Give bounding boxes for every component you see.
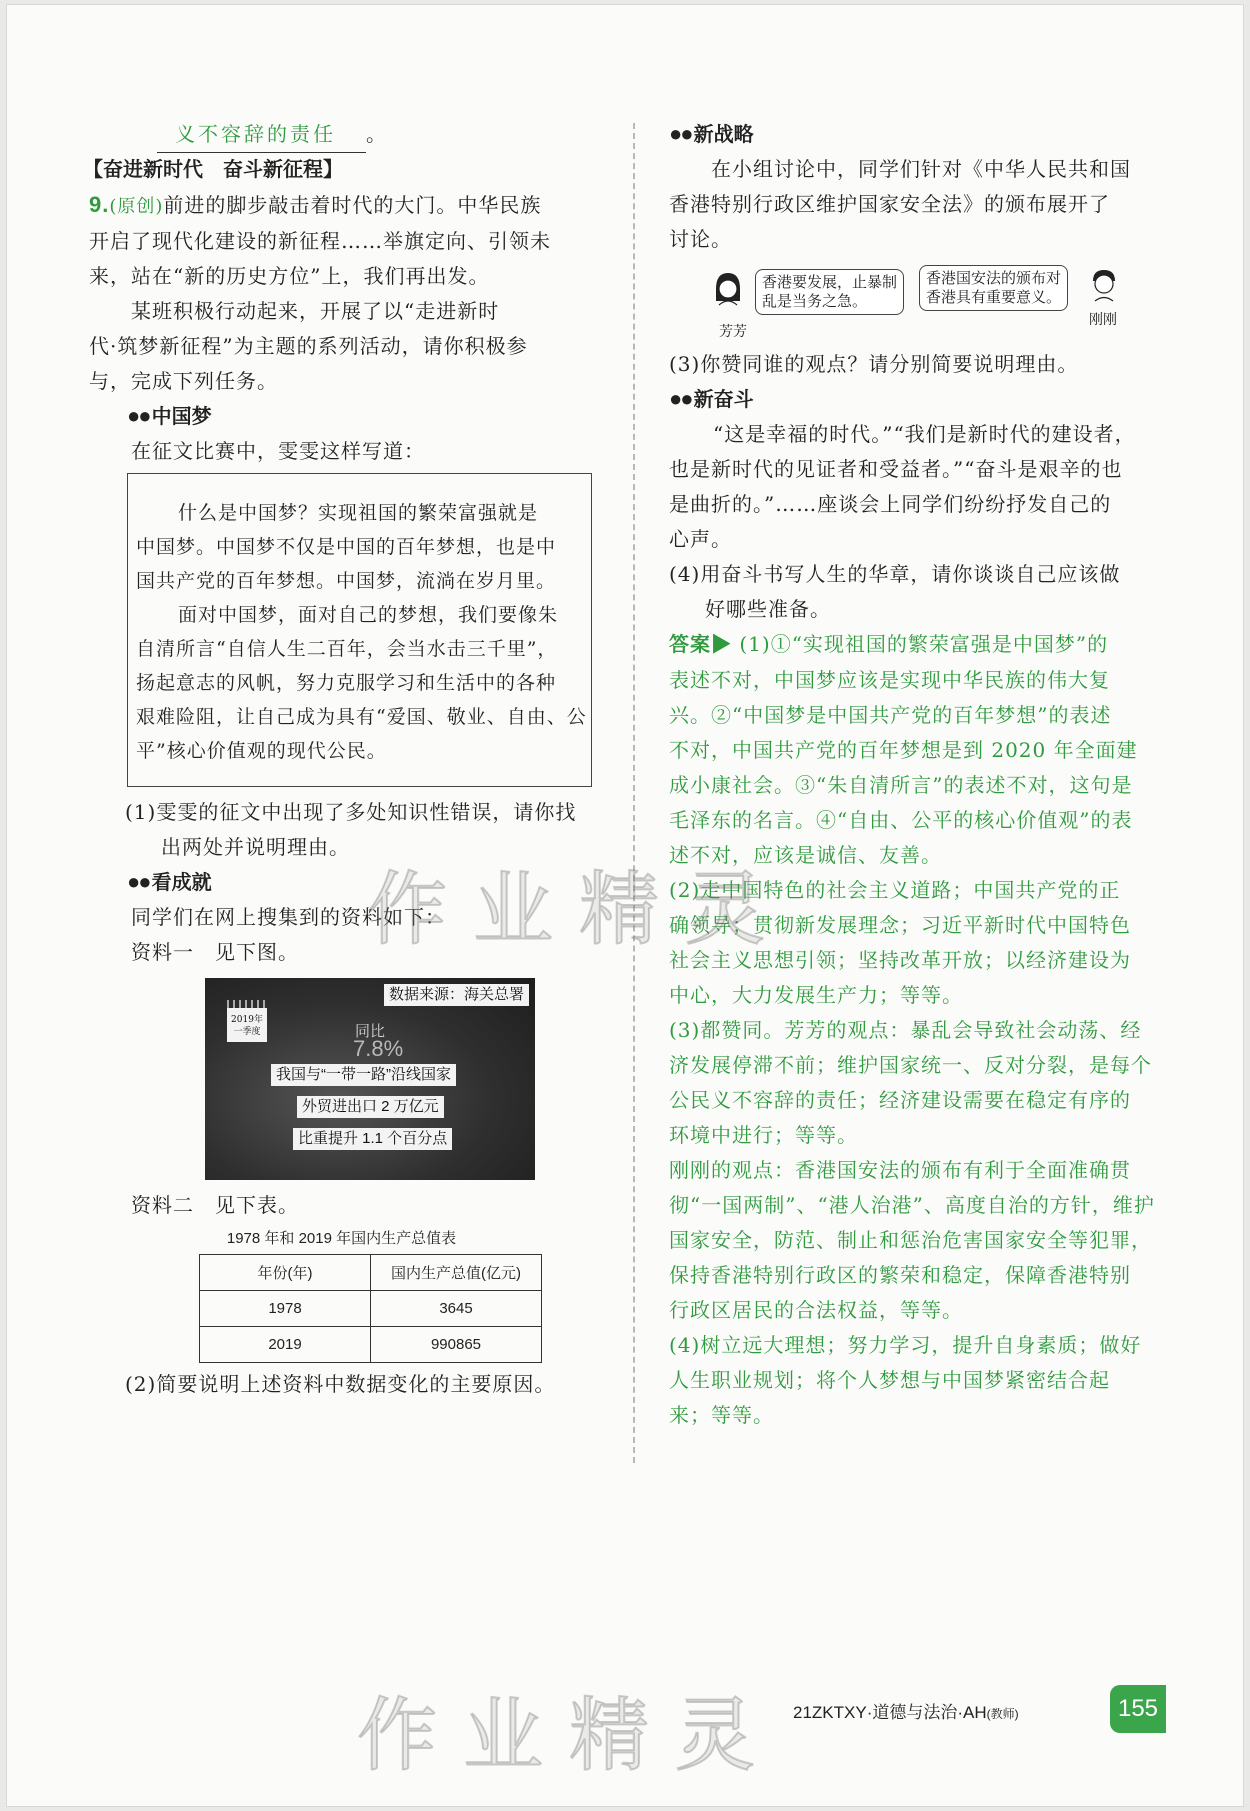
answer-line: (4)树立远大理想；努力学习，提升自身素质；做好 [669,1333,1142,1357]
strategy-line: 在小组讨论中，同学们针对《中华人民共和国 [711,157,1131,181]
subsection-strategy: ●● 新战略 [669,121,754,146]
essay-line: 自清所言“自信人生二百年，会当水击三千里”， [136,638,558,660]
photo-caption-3: 比重提升 1.1 个百分点 [293,1128,452,1150]
answer-line: 中心，大力发展生产力；等等。 [669,983,963,1007]
table-cell: 990865 [371,1327,542,1363]
answer-line: 国家安全，防范、制止和惩治危害国家安全等犯罪， [669,1228,1152,1252]
material-two-label: 资料二 见下表。 [131,1193,299,1217]
struggle-line: 也是新时代的见证者和受益者。”“奋斗是艰辛的也 [669,457,1123,481]
answer-label: 答案▶ [669,634,732,656]
answer-line: 成小康社会。③“朱自清所言”的表述不对，这句是 [669,773,1133,797]
question-intro-line: 9.(原创)前进的脚步敲击着时代的大门。中华民族 [89,192,542,217]
answer-line: 保持香港特别行政区的繁荣和稳定，保障香港特别 [669,1263,1131,1287]
table-title: 1978 年和 2019 年国内生产总值表 [226,1230,457,1247]
answer-line: 公民义不容辞的责任；经济建设需要在稳定有序的 [669,1088,1131,1112]
answer-line: (2)走中国特色的社会主义道路；中国共产党的正 [669,878,1121,902]
answer-line: 述不对，应该是诚信、友善。 [669,843,942,867]
task-line: 某班积极行动起来，开展了以“走进新时 [131,299,500,323]
essay-line: 扬起意志的风帆，努力克服学习和生活中的各种 [136,672,557,694]
photo-caption-1: 我国与“一带一路”沿线国家 [271,1064,456,1086]
watermark-bottom: 作业精灵 [357,1689,781,1782]
table-row [200,1291,542,1327]
question-4: 好哪些准备。 [705,597,831,621]
answer-line: 毛泽东的名言。④“自由、公平的核心价值观”的表 [669,808,1133,832]
struggle-line: 心声。 [669,527,732,551]
question-number: 9. [89,192,110,217]
answer-line: 彻“一国两制”、“港人治港”、高度自治的方针，维护 [669,1193,1155,1217]
name-ganggang: 刚刚 [1089,311,1117,327]
calendar-icon: 2019年一季度 [227,1008,267,1042]
achievement-lead: 同学们在网上搜集到的资料如下： [131,905,446,929]
left-column [83,117,594,1402]
speech-bubble-fangfang: 香港要发展，止暴制 乱是当务之急。 [755,269,904,315]
struggle-line: “这是幸福的时代。”“我们是新时代的建设者， [713,422,1136,446]
textbook-page [6,4,1244,1807]
boy-avatar-icon [1087,267,1121,303]
essay-line: 面对中国梦，面对自己的梦想，我们要像朱 [178,604,559,626]
subsection-achievement: ●● 看成就 [127,869,212,894]
trade-photo [205,978,535,1180]
answer-line: 不对，中国共产党的百年梦想是到 2020 年全面建 [669,738,1138,762]
struggle-line: 是曲折的。”……座谈会上同学们纷纷抒发自己的 [669,492,1112,516]
answer-line: 行政区居民的合法权益，等等。 [669,1298,963,1322]
essay-line: 什么是中国梦？实现祖国的繁荣富强就是 [178,502,539,524]
answer-line: 来；等等。 [669,1403,774,1427]
question-intro-line: 开启了现代化建设的新征程……举旗定向、引领未 [89,229,551,253]
yoy-value: 7.8% [353,1036,404,1061]
answer-block [669,627,1169,1433]
fill-in-line: 义不容辞的责任 。 [89,117,594,153]
bullet-dots-icon: ●● [669,386,692,411]
speech-bubble-ganggang: 香港国安法的颁布对 香港具有重要意义。 [919,265,1068,311]
answer-line: 确领导；贯彻新发展理念；习近平新时代中国特色 [669,913,1131,937]
question-1: 出两处并说明理由。 [161,835,350,859]
strategy-line: 香港特别行政区维护国家安全法》的颁布展开了 [669,192,1110,216]
subsection-struggle: ●● 新奋斗 [669,386,754,411]
table-header-row [200,1255,542,1291]
footer-code: 21ZKTXY·道德与法治·AH(教师) [793,1703,1019,1722]
answer-line: (3)都赞同。芳芳的观点：暴乱会导致社会动荡、经 [669,1018,1142,1042]
right-column [669,117,1169,1433]
question-2: (2)简要说明上述资料中数据变化的主要原因。 [125,1372,556,1396]
table-row [200,1327,542,1363]
task-line: 代·筑梦新征程”为主题的系列活动，请你积极参 [89,334,528,358]
column-divider [633,123,635,1463]
page-number: 155 [1110,1685,1166,1733]
answer-line: 济发展停滞不前；维护国家统一、反对分裂，是每个 [669,1053,1152,1077]
question-4: (4)用奋斗书写人生的华章，请你谈谈自己应该做 [669,562,1121,586]
table-header: 年份(年) [200,1255,371,1291]
answer-line: 表述不对，中国梦应该是实现中华民族的伟大复 [669,668,1110,692]
question-1: (1)雯雯的征文中出现了多处知识性错误，请你找 [125,800,577,824]
bullet-dots-icon: ●● [127,403,150,428]
name-fangfang: 芳芳 [719,323,747,339]
table-cell: 1978 [200,1291,371,1327]
dream-lead: 在征文比赛中，雯雯这样写道： [131,439,425,463]
data-source-tag: 数据来源：海关总署 [384,984,529,1006]
table-header: 国内生产总值(亿元) [371,1255,542,1291]
task-line: 与，完成下列任务。 [89,369,278,393]
answer-line: 刚刚的观点：香港国安法的颁布有利于全面准确贯 [669,1158,1131,1182]
dialogue-illustration [669,263,1169,345]
table-cell: 3645 [371,1291,542,1327]
question-intro-line: 来，站在“新的历史方位”上，我们再出发。 [89,264,490,288]
table-cell: 2019 [200,1327,371,1363]
strategy-line: 讨论。 [669,227,732,251]
essay-line: 中国梦。中国梦不仅是中国的百年梦想，也是中 [136,536,557,558]
girl-avatar-icon [711,271,745,307]
subsection-dream: ●● 中国梦 [127,403,212,428]
watermark-middle: 作业精灵 [367,863,791,956]
question-source: (原创) [109,196,164,217]
essay-line: 平”核心价值观的现代公民。 [136,740,387,762]
handwritten-answer: 义不容辞的责任 [157,117,366,153]
answer-line: 社会主义思想引领；坚持改革开放；以经济建设为 [669,948,1131,972]
section-title: 【奋进新时代 奋斗新征程】 [83,159,343,181]
essay-line: 艰难险阻，让自己成为具有“爱国、敬业、自由、公 [136,706,587,728]
answer-line: 人生职业规划；将个人梦想与中国梦紧密结合起 [669,1368,1110,1392]
bullet-dots-icon: ●● [669,121,692,146]
yoy-label: 同比 [355,1023,386,1040]
answer-line: 答案▶ (1)①“实现祖国的繁荣富强是中国梦”的 [669,632,1109,656]
gdp-table [199,1254,542,1363]
photo-caption-2: 外贸进出口 2 万亿元 [297,1096,444,1118]
bullet-dots-icon: ●● [127,869,150,894]
question-3: (3)你赞同谁的观点？请分别简要说明理由。 [669,352,1079,376]
material-one-label: 资料一 见下图。 [131,940,299,964]
answer-line: 环境中进行；等等。 [669,1123,858,1147]
essay-box [127,473,592,787]
essay-line: 国共产党的百年梦想。中国梦，流淌在岁月里。 [136,570,557,592]
answer-line: 兴。②“中国梦是中国共产党的百年梦想”的表述 [669,703,1112,727]
